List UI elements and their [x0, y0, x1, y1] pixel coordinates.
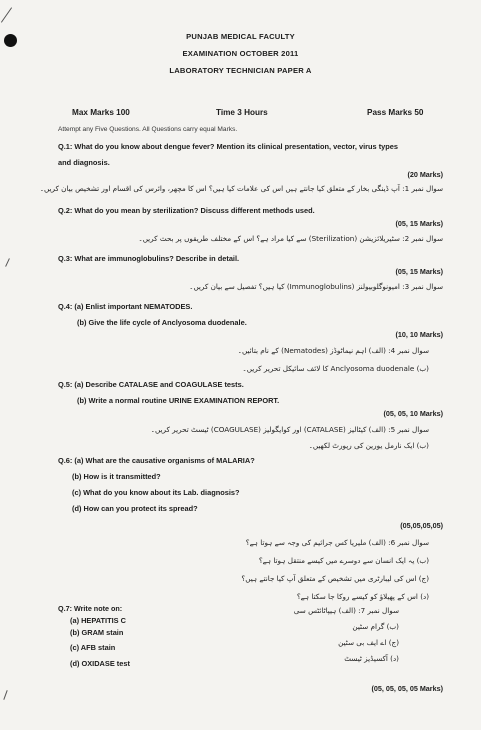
question-4-marks: (10, 10 Marks)	[395, 330, 443, 339]
exam-title: EXAMINATION OCTOBER 2011	[182, 49, 299, 58]
question-6d-urdu: (د) اس کے پھیلاؤ کو کیسے روکا جا سکتا ہے؟	[296, 592, 429, 601]
question-2-urdu: سوال نمبر 2: سٹیریلائزیشن (Sterilization) سے کیا مراد ہے؟ اس کے مختلف طریقوں پر بحث کریں۔	[138, 234, 443, 243]
question-6c-urdu: (ج) اس کی لیبارٹری میں تشخیص کے متعلق آپ کیا جانتے ہیں؟	[241, 574, 429, 583]
question-7d: (d) OXIDASE test	[70, 659, 130, 668]
max-marks: Max Marks 100	[72, 108, 130, 117]
question-7b-urdu: (ب) گرام سٹین	[352, 622, 399, 631]
question-5a: Q.5: (a) Describe CATALASE and COAGULASE tests.	[58, 380, 244, 389]
question-6c: (c) What do you know about its Lab. diagnosis?	[72, 488, 240, 497]
question-7d-urdu: (د) آکسیڈیز ٹیسٹ	[344, 654, 399, 663]
question-7-marks: (05, 05, 05, 05 Marks)	[371, 684, 443, 693]
instruction-text: Attempt any Five Questions. All Questions carry equal Marks.	[58, 126, 238, 133]
question-3: Q.3: What are immunoglobulins? Describe in detail.	[58, 254, 240, 263]
question-6b-urdu: (ب) یہ ایک انسان سے دوسرے میں کیسے منتقل ہوتا ہے؟	[258, 556, 429, 565]
question-4a-urdu: سوال نمبر 4: (الف) اہم نیماٹوڈز (Nematodes) کے نام بتائیں۔	[237, 346, 429, 355]
question-1-marks: (20 Marks)	[407, 170, 443, 179]
question-7-title: Q.7: Write note on:	[58, 604, 123, 613]
question-1-line2: and diagnosis.	[58, 158, 110, 167]
question-7c: (c) AFB stain	[70, 643, 116, 652]
question-4a: Q.4: (a) Enlist important NEMATODES.	[58, 302, 193, 311]
time-allowed: Time 3 Hours	[216, 108, 268, 117]
scan-mark	[5, 258, 10, 267]
question-5b: (b) Write a normal routine URINE EXAMINATION REPORT.	[77, 396, 280, 405]
pass-marks: Pass Marks 50	[367, 108, 424, 117]
question-5a-urdu: سوال نمبر 5: (الف) کیٹالیز (CATALASE) اور کوایگولیز (COAGULASE) ٹیسٹ تحریر کریں۔	[150, 425, 429, 434]
question-1-line1: Q.1: What do you know about dengue fever? Mention its clinical presentation, vector, virus types	[58, 142, 399, 151]
question-7c-urdu: (ج) اے ایف بی سٹین	[338, 638, 399, 647]
question-3-urdu: سوال نمبر 3: امیونوگلوبیولنز (Immunoglobulins) کیا ہیں؟ تفصیل سے بیان کریں۔	[189, 282, 443, 291]
question-6-marks: (05,05,05,05)	[400, 521, 443, 530]
question-6d: (d) How can you protect its spread?	[72, 504, 198, 513]
faculty-title: PUNJAB MEDICAL FACULTY	[186, 32, 295, 41]
scan-mark	[1, 7, 12, 22]
question-6a-urdu: سوال نمبر 6: (الف) ملیریا کس جراثیم کی وجہ سے ہوتا ہے؟	[245, 538, 429, 547]
question-5-marks: (05, 05, 10 Marks)	[383, 409, 443, 418]
question-7a: (a) HEPATITIS C	[70, 616, 126, 625]
paper-title: LABORATORY TECHNICIAN PAPER A	[169, 66, 312, 75]
question-3-marks: (05, 15 Marks)	[395, 267, 443, 276]
question-1-urdu: سوال نمبر 1: آپ ڈینگی بخار کے متعلق کیا جانتے ہیں اس کی علامات کیا ہیں؟ اس کا مچھر، وائرس کی اقسام اور تشخیص بیان کریں۔	[39, 184, 443, 193]
question-2-marks: (05, 15 Marks)	[395, 219, 443, 228]
question-4b: (b) Give the life cycle of Anclyosoma duodenale.	[77, 318, 247, 327]
question-5b-urdu: (ب) ایک نارمل یورین کی رپورٹ لکھیں۔	[308, 441, 429, 450]
question-4b-urdu: (ب) Anclyosoma duodenale کا لائف سائیکل تحریر کریں۔	[242, 364, 429, 373]
scan-mark	[3, 690, 7, 700]
question-2: Q.2: What do you mean by sterilization? Discuss different methods used.	[58, 206, 315, 215]
question-6a: Q.6: (a) What are the causative organisms of MALARIA?	[58, 456, 255, 465]
question-6b: (b) How is it transmitted?	[72, 472, 161, 481]
question-7b: (b) GRAM stain	[70, 628, 124, 637]
question-7-urdu-title: سوال نمبر 7: (الف) ہیپاٹائٹس سی	[293, 606, 399, 615]
